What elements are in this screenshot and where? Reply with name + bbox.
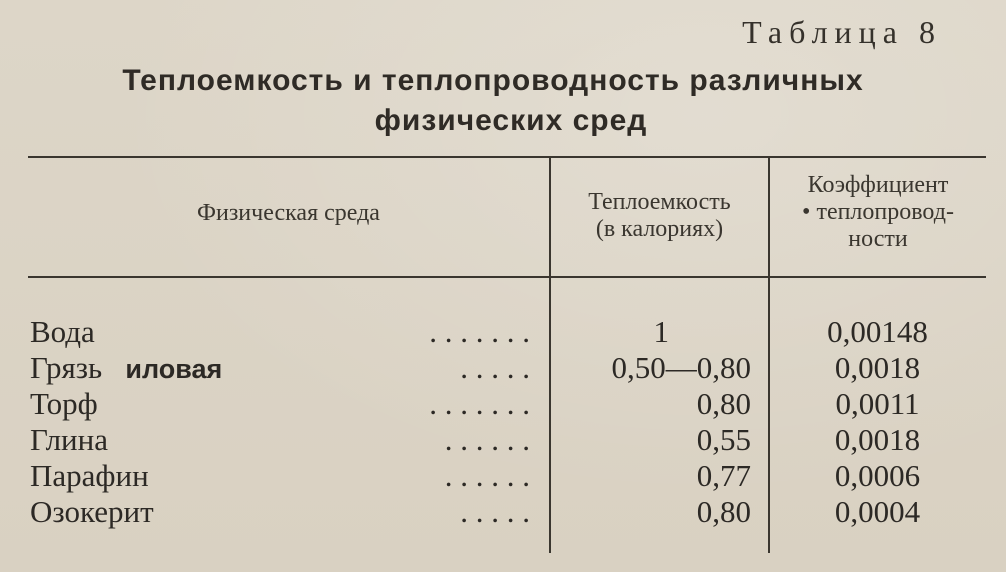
table-row <box>0 350 1006 388</box>
column-header-conductivity-line-1: Коэффициент <box>807 172 949 198</box>
table-row <box>0 386 1006 424</box>
row-leader-dots: . . . . . . <box>444 422 530 457</box>
row-heat-capacity: 0,80 <box>696 494 751 529</box>
column-header-heat-capacity-line-1: Теплоемкость <box>588 189 731 215</box>
table-title-line-2: физических сред <box>374 104 648 137</box>
column-header-conductivity-line-2: • теплопровод- <box>802 199 954 225</box>
table-number: Таблица 8 <box>742 14 942 50</box>
table-row <box>0 494 1006 532</box>
row-leader-dots: . . . . . <box>460 350 530 385</box>
table-row <box>0 314 1006 352</box>
row-conductivity: 0,00148 <box>827 314 928 349</box>
table-row <box>0 458 1006 496</box>
row-medium: Глина <box>30 422 108 457</box>
row-medium: Парафин <box>30 458 149 493</box>
table-header-rule <box>28 276 986 278</box>
column-header-medium-text: Физическая среда <box>197 200 380 226</box>
row-conductivity: 0,0018 <box>834 350 921 385</box>
table-row <box>0 422 1006 460</box>
row-medium-part-2: иловая <box>125 354 223 384</box>
row-leader-dots: . . . . . . . <box>429 386 530 421</box>
row-medium: Озокерит <box>30 494 154 529</box>
table-top-rule <box>28 156 986 158</box>
row-heat-capacity: 0,80 <box>696 386 751 421</box>
row-heat-capacity: 0,55 <box>696 422 751 457</box>
row-conductivity: 0,0006 <box>834 458 921 493</box>
column-header-heat-capacity-line-2: (в калориях) <box>595 216 724 242</box>
row-conductivity: 0,0018 <box>834 422 921 457</box>
row-medium: Вода <box>30 314 95 349</box>
row-leader-dots: . . . . . . . <box>429 314 530 349</box>
column-header-conductivity-line-3: ности <box>848 226 908 252</box>
column-header-medium <box>28 200 549 227</box>
row-heat-capacity: 1 <box>653 314 669 349</box>
row-conductivity: 0,0011 <box>835 386 920 421</box>
row-medium: Торф <box>30 386 98 421</box>
row-medium-part-1: Грязь <box>30 350 103 385</box>
row-leader-dots: . . . . . <box>460 494 530 529</box>
column-header-heat-capacity <box>551 189 768 243</box>
column-header-conductivity <box>770 172 986 253</box>
table-title-line-1: Теплоемкость и теплопроводность различных <box>122 64 864 97</box>
row-heat-capacity: 0,50—0,80 <box>611 350 751 385</box>
row-leader-dots: . . . . . . <box>444 458 530 493</box>
row-heat-capacity: 0,77 <box>696 458 751 493</box>
row-conductivity: 0,0004 <box>834 494 921 529</box>
